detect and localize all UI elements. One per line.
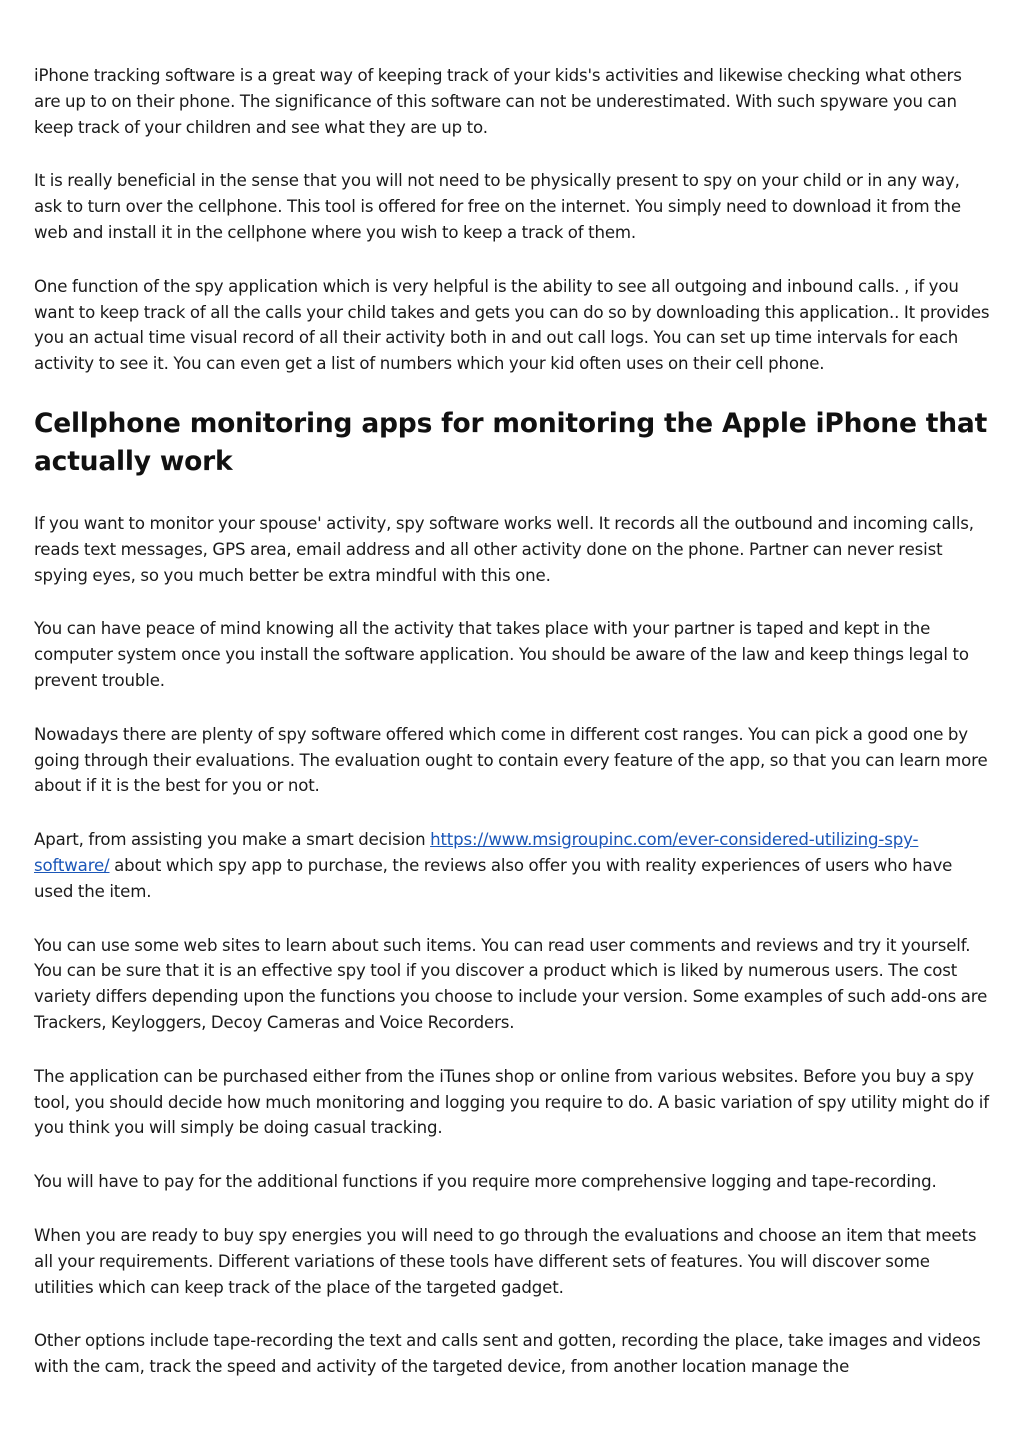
paragraph-body-7: When you are ready to buy spy energies you will need to go through the evaluations and choose an item that meets all your requirements. Different variations of these tools have different sets of features. You will discover some utilities which can keep track of the place of the targeted gadget. [34, 1225, 977, 1297]
paragraph-body-6: You will have to pay for the additional functions if you require more comprehensive logging and tape-recording. [34, 1172, 937, 1192]
paragraph-with-link [34, 827, 990, 904]
paragraph-body-5: The application can be purchased either from the iTunes shop or online from various websites. Before you buy a spy tool, you should decide how much monitoring and logging you require to do. A basic variation of spy utility might do if you think you will simply be doing casual tracking. [34, 1066, 989, 1138]
paragraph-body-4: You can use some web sites to learn about such items. You can read user comments and reviews and try it yourself. You can be sure that it is an effective spy tool if you discover a product which is liked by numerous users. The cost variety differs depending upon the functions you choose to include your version. Some examples of such add-ons are Trackers, Keyloggers, Decoy Cameras and Voice Recorders. [34, 935, 988, 1032]
paragraph-intro-3: One function of the spy application which is very helpful is the ability to see all outgoing and inbound calls. , if you want to keep track of all the calls your child takes and gets you can do so by downloading this application.. It provides you an actual time visual record of all their activity both in and out call logs. You can set up time intervals for each activity to see it. You can even get a list of numbers which your kid often uses on their cell phone. [34, 276, 990, 374]
link-paragraph-after: about which spy app to purchase, the reviews also offer you with reality experiences of users who have used the item. [34, 855, 953, 901]
paragraph-body-8: Other options include tape-recording the text and calls sent and gotten, recording the place, take images and videos with the cam, track the speed and activity of the targeted device, from another location manage the [34, 1331, 981, 1377]
section-heading: Cellphone monitoring apps for monitoring the Apple iPhone that actually work [34, 407, 988, 477]
paragraph-body-2: You can have peace of mind knowing all the activity that takes place with your partner is taped and kept in the computer system once you install the software application. You should be aware of the law and keep things legal to prevent trouble. [34, 619, 969, 690]
msigroupinc-link[interactable]: https://www.msigroupinc.com/ever-considered-utilizing-spy-software/ [34, 830, 919, 875]
paragraph-body-3: Nowadays there are plenty of spy software offered which come in different cost ranges. You can pick a good one by going through their evaluations. The evaluation ought to contain every feature of the app, so that you can learn more about if it is the best for you or not. [34, 724, 988, 796]
paragraph-body-1: If you want to monitor your spouse' activity, spy software works well. It records all the outbound and incoming calls, reads text messages, GPS area, email address and all other activity done on the phone. Partner can never resist spying eyes, so you much better be extra mindful with this one. [34, 513, 974, 585]
paragraph-intro-1: iPhone tracking software is a great way of keeping track of your kids's activities and likewise checking what others are up to on their phone. The significance of this software can not be underestimated. With such spyware you can keep track of your children and see what they are up to. [34, 66, 962, 137]
link-paragraph-before: Apart, from assisting you make a smart decision [34, 830, 431, 850]
paragraph-intro-2: It is really beneficial in the sense that you will not need to be physically present to spy on your child or in any way, ask to turn over the cellphone. This tool is offered for free on the internet. You simply need to download it from the web and install it in the cellphone where you wish to keep a track of them. [34, 171, 961, 242]
